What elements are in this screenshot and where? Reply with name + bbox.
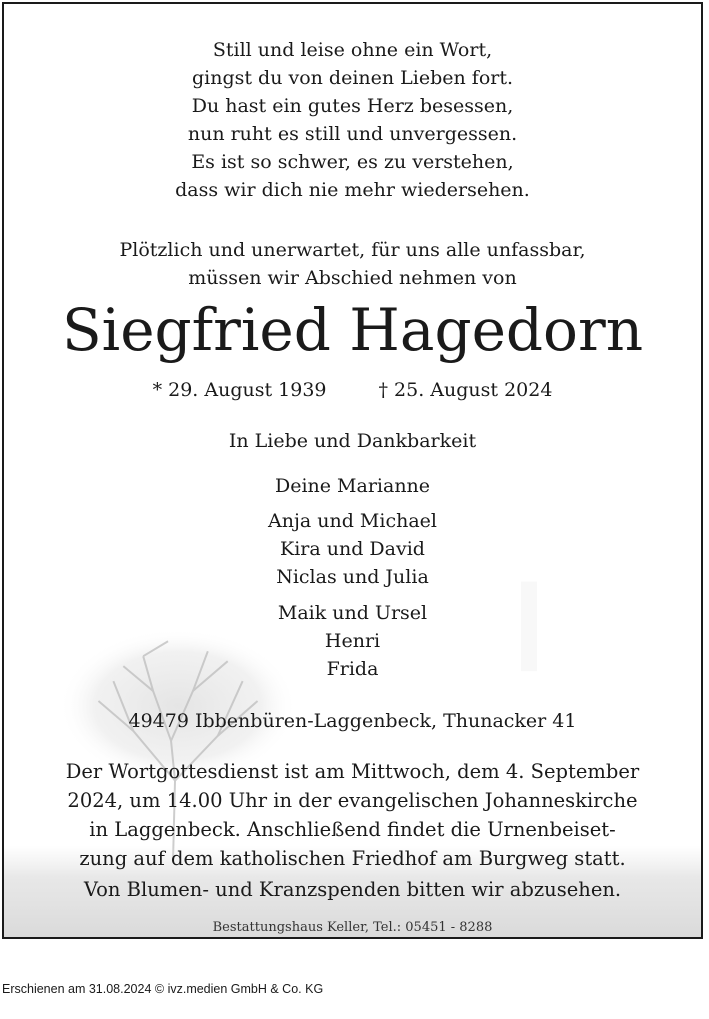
poem-line: gingst du von deinen Lieben fort. [191,67,514,89]
obituary-frame [2,2,703,939]
thanks-line: In Liebe und Dankbarkeit [228,430,477,452]
flowers-notice: Von Blumen- und Kranzspenden bitten wir abzusehen. [83,878,622,901]
life-dates [4,376,701,404]
service-line: in Laggenbeck. Anschließend findet die Urnenbeiset- [89,818,616,841]
mourner-name: Niclas und Julia [276,566,429,588]
intro-line: müssen wir Abschied nehmen von [188,267,517,289]
service-line: 2024, um 14.00 Uhr in der evangelischen Johanneskirche [67,789,638,812]
intro-line: Plötzlich und unerwartet, für uns alle unfassbar, [119,239,586,261]
publication-footer: Erschienen am 31.08.2024 © ivz.medien GmbH & Co. KG [2,982,324,996]
mourner-name: Deine Marianne [274,475,431,497]
poem-line: Du hast ein gutes Herz besessen, [191,95,514,117]
service-line: Der Wortgottesdienst ist am Mittwoch, dem 4. September [65,760,640,783]
deceased-name: Siegfried Hagedorn [61,296,644,364]
mourner-name: Kira und David [280,538,425,560]
announcement-intro [4,236,701,292]
poem-line: dass wir dich nie mehr wiedersehen. [175,179,530,201]
memorial-poem [4,36,701,204]
mourner-name: Frida [326,658,379,680]
funeral-service-info [4,757,701,873]
family-address: 49479 Ibbenbüren-Laggenbeck, Thunacker 41 [128,710,577,732]
mourner-name: Maik und Ursel [277,602,428,624]
poem-line: nun ruht es still und unvergessen. [187,123,518,145]
poem-line: Es ist so schwer, es zu verstehen, [191,151,514,173]
family-group-children [4,507,701,591]
family-group-grandchildren [4,599,701,683]
mourner-name: Henri [324,630,381,652]
birth-date: * 29. August 1939 [152,379,327,401]
death-date: † 25. August 2024 [378,379,553,401]
poem-line: Still und leise ohne ein Wort, [212,39,493,61]
mourner-name: Anja und Michael [268,510,437,532]
funeral-home-contact: Bestattungshaus Keller, Tel.: 05451 - 8288 [212,920,493,935]
family-group-spouse [4,472,701,500]
service-line: zung auf dem katholischen Friedhof am Burgweg statt. [79,847,626,870]
